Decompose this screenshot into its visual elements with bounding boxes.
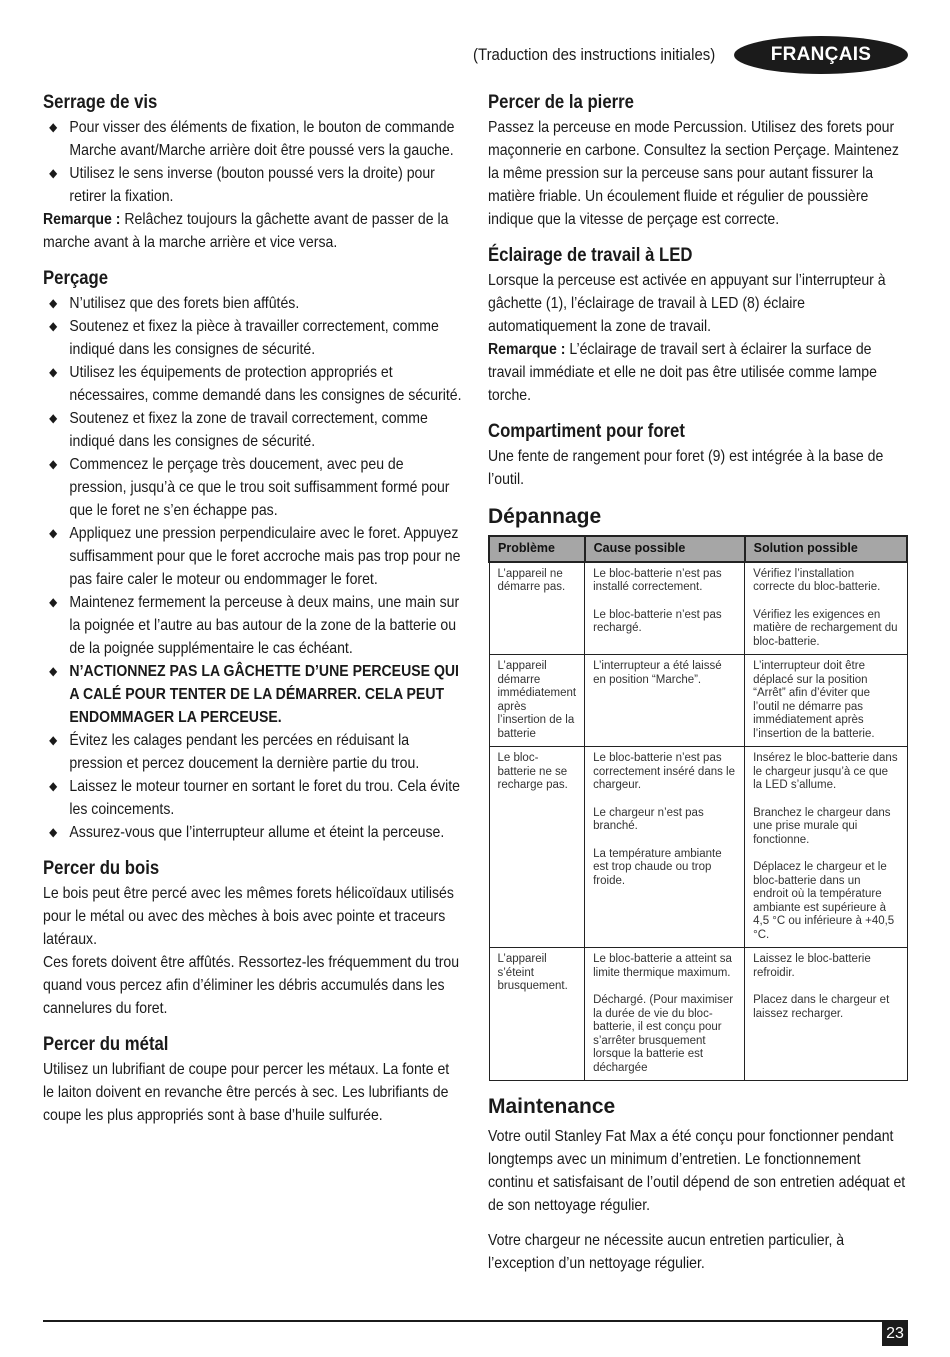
section-title: Éclairage de travail à LED — [488, 245, 693, 266]
solution-cell: Insérez le bloc-batterie dans le chargeur jusqu’à ce que la LED s’allume. Branchez le chargeur dans une prise murale qui fonctionne. Déplacez le chargeur et le bloc-batterie dans un endroit où la température ambiante est supérieure à 4,5 °C ou inférieure à +40,5 °C. — [745, 747, 907, 948]
table-row — [489, 747, 907, 948]
section-title: Perçage — [43, 268, 109, 289]
problem-cell: L’appareil démarre immédiatement après l’insertion de la batterie — [489, 655, 585, 747]
solution-cell: L’interrupteur doit être déplacé sur la position “Arrêt” afin d’éviter que l’outil ne démarre pas immédiatement après l’insertion de la batterie. — [745, 655, 907, 747]
section-bois — [43, 858, 463, 1020]
bullet-item: ◆ Laissez le moteur tourner en sortant le foret du trou. Cela évite les coincements. — [43, 775, 463, 821]
section-pierre — [488, 92, 908, 231]
diamond-bullet-icon: ◆ — [49, 365, 58, 379]
bullet-item: ◆ Utilisez le sens inverse (bouton poussé vers la droite) pour retirer la fixation. — [43, 162, 463, 208]
diamond-bullet-icon: ◆ — [49, 296, 58, 310]
problem-cell: Le bloc-batterie ne se recharge pas. — [489, 747, 585, 948]
table-row — [489, 948, 907, 1081]
footer-rule — [43, 1320, 908, 1322]
bullet-item: ◆ Pour visser des éléments de fixation, le bouton de commande Marche avant/Marche arrière doit être poussé vers la gauche. — [43, 116, 463, 162]
section-compartiment — [488, 421, 908, 491]
solution-cell: Laissez le bloc-batterie refroidir. Placez dans le chargeur et laissez recharger. — [745, 948, 907, 1081]
section-title: Percer du bois — [43, 858, 160, 879]
paragraph: Lorsque la perceuse est activée en appuyant sur l’interrupteur à gâchette (1), l’éclairage de travail à LED (8) éclaire automatiquement la zone de travail. — [488, 272, 886, 335]
paragraph: Une fente de rangement pour foret (9) est intégrée à la base de l’outil. — [488, 448, 884, 488]
section-title: Serrage de vis — [43, 92, 158, 113]
cause-cell: Le bloc-batterie a atteint sa limite thermique maximum. Déchargé. (Pour maximiser la durée de vie du bloc-batterie, il est conçu pour s’arrêter brusquement lorsque la batterie est déchargée — [585, 948, 745, 1081]
diamond-bullet-icon: ◆ — [49, 664, 58, 678]
bullet-list — [43, 116, 463, 208]
troubleshooting-title: Dépannage — [488, 505, 602, 528]
paragraph: Votre chargeur ne nécessite aucun entretien particulier, à l’exception d’un nettoyage régulier. — [488, 1232, 845, 1272]
left-column — [43, 92, 463, 1141]
cause-cell: Le bloc-batterie n’est pas correctement inséré dans le chargeur. Le chargeur n’est pas branché. La température ambiante est trop chaude ou trop froide. — [585, 747, 745, 948]
bullet-item: ◆ Soutenez et fixez la zone de travail correctement, comme indiqué dans les consignes de sécurité. — [43, 407, 463, 453]
section-led — [488, 245, 908, 407]
diamond-bullet-icon: ◆ — [49, 779, 58, 793]
paragraph: Passez la perceuse en mode Percussion. Utilisez des forets pour maçonnerie en carbone. Consultez la section Perçage. Maintenez la même pression sur la perceuse sans pour autant fissurer la matière friable. Un écoulement fluide et régulier de poussière indique que la vitesse de perçage est correcte. — [488, 119, 899, 228]
bullet-item: ◆ Appliquez une pression perpendiculaire avec le foret. Appuyez suffisamment pour que le foret accroche mais pas trop pour ne pas faire caler le moteur ou endommager le foret. — [43, 522, 463, 591]
diamond-bullet-icon: ◆ — [49, 166, 58, 180]
paragraph: Utilisez un lubrifiant de coupe pour percer les métaux. La fonte et le laiton doivent en revanche être percés à sec. Les lubrifiants de coupe les plus appropriés sont à base d’huile sulfurée. — [43, 1061, 450, 1124]
problem-cell: L’appareil s’éteint brusquement. — [489, 948, 585, 1081]
section-metal — [43, 1034, 463, 1127]
paragraph: Ces forets doivent être affûtés. Ressortez-les fréquemment du trou quand vous percez afin d’éliminer les débris accumulés dans les cannelures du foret. — [43, 954, 460, 1017]
bullet-item: ◆ Maintenez fermement la perceuse à deux mains, une main sur la poignée et l’autre au bas autour de la zone de la batterie ou de la poignée supplémentaire le cas échéant. — [43, 591, 463, 660]
bullet-item: ◆ N’utilisez que des forets bien affûtés. — [43, 292, 463, 315]
diamond-bullet-icon: ◆ — [49, 120, 58, 134]
column-header: Problème — [489, 536, 585, 562]
diamond-bullet-icon: ◆ — [49, 411, 58, 425]
diamond-bullet-icon: ◆ — [49, 825, 58, 839]
note-label: Remarque : — [488, 341, 566, 358]
troubleshooting-table — [488, 535, 908, 1081]
note-paragraph: Remarque : L’éclairage de travail sert à éclairer la surface de travail immédiate et elle ne doit pas être utilisée comme lampe torche. — [488, 341, 877, 404]
table-row — [489, 562, 907, 655]
diamond-bullet-icon: ◆ — [49, 319, 58, 333]
table-row — [489, 655, 907, 747]
bullet-item: ◆ Assurez-vous que l’interrupteur allume et éteint la perceuse. — [43, 821, 463, 844]
section-title: Percer de la pierre — [488, 92, 634, 113]
paragraph: Le bois peut être percé avec les mêmes forets hélicoïdaux utilisés pour le métal ou avec des mèches à bois avec pointe et traceurs latéraux. — [43, 885, 454, 948]
note-paragraph: Remarque : Relâchez toujours la gâchette avant de passer de la marche avant à la marche arrière et vice versa. — [43, 211, 449, 251]
bullet-list — [43, 292, 463, 844]
problem-cell: L’appareil ne démarre pas. — [489, 562, 585, 655]
translation-caption: (Traduction des instructions initiales) — [473, 45, 716, 64]
note-label: Remarque : — [43, 211, 121, 228]
bullet-item: ◆ Utilisez les équipements de protection appropriés et nécessaires, comme demandé dans les consignes de sécurité. — [43, 361, 463, 407]
column-header: Solution possible — [745, 536, 907, 562]
section-title: Percer du métal — [43, 1034, 169, 1055]
language-badge: FRANÇAIS — [734, 36, 908, 74]
right-column — [488, 92, 908, 1275]
table-header-row — [489, 536, 907, 562]
diamond-bullet-icon: ◆ — [49, 595, 58, 609]
bullet-item-warning: ◆ N’ACTIONNEZ PAS LA GÂCHETTE D’UNE PERCEUSE QUI A CALÉ POUR TENTER DE LA DÉMARRER. CELA PEUT ENDOMMAGER LA PERCEUSE. — [43, 660, 463, 729]
paragraph: Votre outil Stanley Fat Max a été conçu pour fonctionner pendant longtemps avec un minimum d’entretien. Le fonctionnement continu et satisfaisant de l’outil dépend de son entretien adéquat et de son nettoyage régulier. — [488, 1128, 906, 1214]
section-percage — [43, 268, 463, 844]
section-serrage — [43, 92, 463, 254]
bullet-item: ◆ Commencez le perçage très doucement, avec peu de pression, jusqu’à ce que le trou soit suffisamment formé pour que le foret ne s’en échappe pas. — [43, 453, 463, 522]
bullet-item: ◆ Soutenez et fixez la pièce à travailler correctement, comme indiqué dans les consignes de sécurité. — [43, 315, 463, 361]
solution-cell: Vérifiez l’installation correcte du bloc-batterie. Vérifiez les exigences en matière de rechargement du bloc-batterie. — [745, 562, 907, 655]
maintenance-title: Maintenance — [488, 1095, 616, 1118]
diamond-bullet-icon: ◆ — [49, 526, 58, 540]
cause-cell: Le bloc-batterie n’est pas installé correctement. Le bloc-batterie n’est pas rechargé. — [585, 562, 745, 655]
cause-cell: L’interrupteur a été laissé en position “Marche”. — [585, 655, 745, 747]
column-header: Cause possible — [585, 536, 745, 562]
bullet-item: ◆ Évitez les calages pendant les percées en réduisant la pression et percez doucement la dernière partie du trou. — [43, 729, 463, 775]
diamond-bullet-icon: ◆ — [49, 457, 58, 471]
diamond-bullet-icon: ◆ — [49, 733, 58, 747]
section-title: Compartiment pour foret — [488, 421, 685, 442]
page-number: 23 — [882, 1322, 908, 1346]
